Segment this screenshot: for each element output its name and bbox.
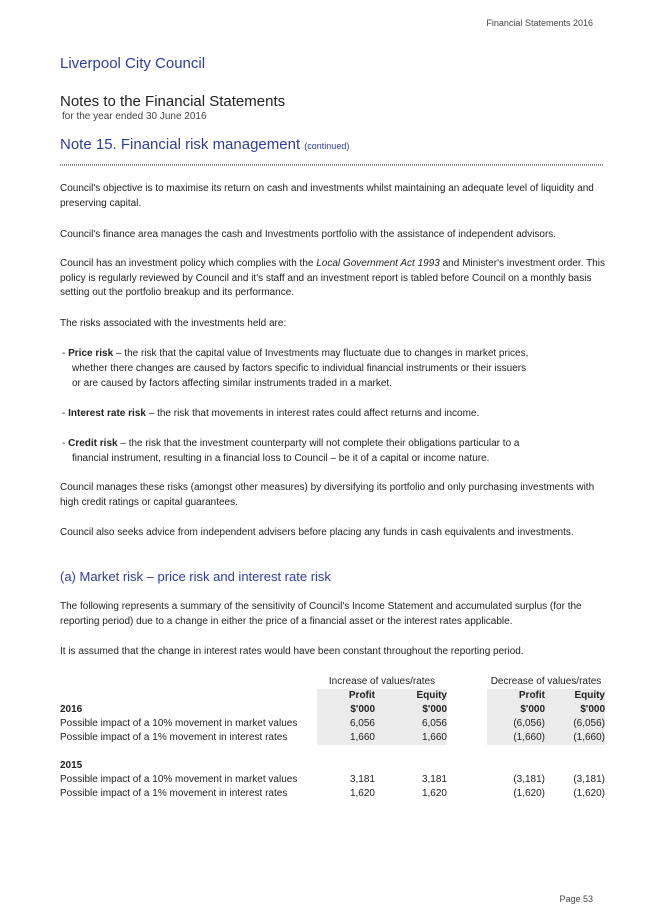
cell-inc-profit: 3,181: [349, 774, 375, 785]
table-row: [60, 773, 605, 787]
risk-name: Credit risk: [68, 438, 118, 449]
risk-item-price: [62, 346, 602, 391]
risk-item-interest: [62, 406, 602, 421]
risk-desc-line3: or are caused by factors affecting similar instruments traded in a market.: [72, 378, 392, 389]
risk-desc-line1: – the risk that the investment counterparty will not complete their obligations particular to a: [117, 438, 520, 449]
policy-text-a: Council has an investment policy which complies with the: [60, 258, 317, 269]
paragraph-finance-area: Council's finance area manages the cash and Investments portfolio with the assistance of independent advisors.: [60, 229, 557, 240]
cell-inc-equity: 3,181: [421, 774, 447, 785]
table-row: [60, 717, 605, 731]
running-header: Financial Statements 2016: [486, 18, 593, 28]
notes-subtitle: for the year ended 30 June 2016: [62, 111, 207, 122]
policy-text-b: and Minister's investment order. This policy is regularly reviewed by Council and it's staff and an investment report is tabled before Council on a monthly basis setting out the portfolio breakup and its performance.: [60, 258, 605, 298]
paragraph-assumption: It is assumed that the change in interest rates would have been constant throughout the reporting period.: [60, 646, 524, 657]
page-number: Page 53: [559, 894, 593, 904]
col-equity: Equity: [389, 689, 447, 703]
paragraph-objective: Council's objective is to maximise its return on cash and investments whilst maintaining an adequate level of liquidity and preserving capital.: [60, 183, 594, 209]
col-equity: Equity: [559, 689, 605, 703]
note-continued: (continued): [304, 141, 350, 151]
row-label: Possible impact of a 10% movement in market values: [60, 774, 298, 785]
row-label: Possible impact of a 1% movement in interest rates: [60, 732, 288, 743]
unit-label: $'000: [559, 703, 605, 717]
risk-item-credit: [62, 436, 602, 466]
table-row: [60, 787, 605, 801]
risk-name: Price risk: [68, 348, 114, 359]
row-label: Possible impact of a 1% movement in interest rates: [60, 788, 288, 799]
col-profit: Profit: [317, 689, 375, 703]
group-increase: Increase of values/rates: [328, 676, 436, 687]
note-title: [60, 136, 349, 153]
unit-label: $'000: [317, 703, 375, 717]
unit-label: $'000: [389, 703, 447, 717]
cell-dec-profit: (1,620): [513, 788, 545, 799]
cell-dec-equity: (3,181): [573, 774, 605, 785]
year-2016: 2016: [60, 704, 83, 715]
cell-dec-profit: (6,056): [487, 717, 545, 731]
group-decrease: Decrease of values/rates: [490, 676, 602, 687]
table-year-row: [60, 759, 605, 773]
col-profit: Profit: [487, 689, 545, 703]
cell-dec-equity: (6,056): [559, 717, 605, 731]
row-label: Possible impact of a 10% movement in market values: [60, 718, 298, 729]
cell-dec-equity: (1,620): [573, 788, 605, 799]
cell-inc-profit: 1,620: [349, 788, 375, 799]
paragraph-manages-risks: Council manages these risks (amongst other measures) by diversifying its portfolio and only purchasing investments with high credit ratings or capital guarantees.: [60, 482, 595, 508]
policy-act-name: Local Government Act 1993: [316, 258, 440, 269]
paragraph-sensitivity: The following represents a summary of the sensitivity of Council's Income Statement and accumulated surplus (for the reporting period) due to a change in either the price of a financial asset or the interest rates applicable.: [60, 601, 582, 627]
unit-label: $'000: [487, 703, 545, 717]
risk-desc-line2: whether there changes are caused by factors specific to individual financial instruments or their issuers: [72, 363, 527, 374]
table-row: [60, 731, 605, 745]
risk-desc-line1: – the risk that movements in interest rates could affect returns and income.: [145, 408, 480, 419]
risk-desc-line2: financial instrument, resulting in a financial loss to Council – be it of a capital or income nature.: [72, 453, 490, 464]
council-name: Liverpool City Council: [60, 55, 206, 72]
paragraph-advice: Council also seeks advice from independent advisers before placing any funds in cash equivalents and investments.: [60, 527, 574, 538]
year-2015: 2015: [60, 760, 83, 771]
cell-inc-profit: 1,660: [317, 731, 375, 745]
risk-desc-line1: – the risk that the capital value of Investments may fluctuate due to changes in market prices,: [113, 348, 529, 359]
table-col-header: [60, 689, 605, 703]
table-group-header: [60, 675, 605, 689]
cell-dec-equity: (1,660): [559, 731, 605, 745]
risk-name: Interest rate risk: [68, 408, 146, 419]
bullet-dash: -: [62, 408, 66, 419]
cell-inc-equity: 1,660: [389, 731, 447, 745]
cell-dec-profit: (1,660): [487, 731, 545, 745]
header-divider: [60, 164, 603, 166]
notes-title: Notes to the Financial Statements: [60, 93, 286, 110]
cell-inc-equity: 6,056: [389, 717, 447, 731]
table-unit-row: [60, 703, 605, 717]
cell-inc-equity: 1,620: [421, 788, 447, 799]
bullet-dash: -: [62, 348, 66, 359]
section-subheading: (a) Market risk – price risk and interest rate risk: [60, 569, 331, 584]
note-title-text: Note 15. Financial risk management: [60, 136, 301, 153]
sensitivity-table: [60, 675, 605, 801]
cell-inc-profit: 6,056: [317, 717, 375, 731]
paragraph-risks-intro: The risks associated with the investments held are:: [60, 318, 287, 329]
cell-dec-profit: (3,181): [513, 774, 545, 785]
bullet-dash: -: [62, 438, 66, 449]
paragraph-investment-policy: [60, 257, 605, 301]
